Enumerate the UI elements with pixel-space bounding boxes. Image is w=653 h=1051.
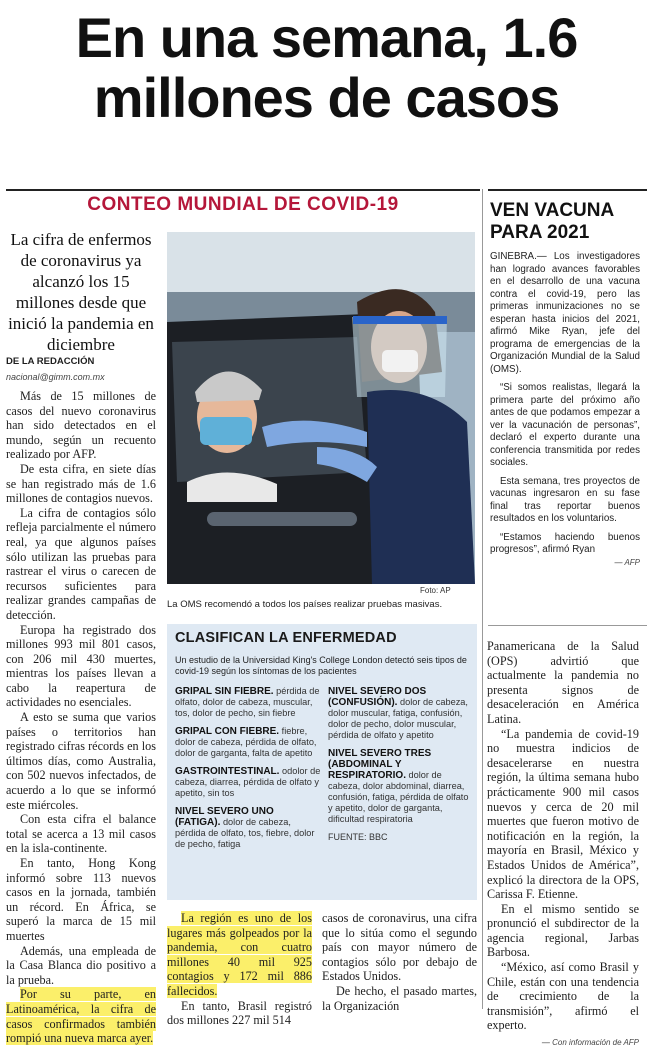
sidebar-body xyxy=(490,251,640,569)
photo-credit: Foto: AP xyxy=(420,586,451,595)
column-divider xyxy=(482,189,483,1009)
paragraph: Europa ha registrado dos millones 993 mil 801 casos, con 206 mil 430 muertes, mientras los países llevan a cabo la reapertura de actividades no esenciales. xyxy=(6,622,156,710)
box-source: FUENTE: BBC xyxy=(328,832,388,842)
article-column-4 xyxy=(487,639,639,1051)
paragraph: De hecho, el pasado martes, la Organización xyxy=(322,983,477,1013)
category-item: NIVEL SEVERO DOS (CONFUSIÓN). dolor de cabeza, dolor muscular, fatiga, confusión, dolor de pecho, dolor muscular, pérdida de olfato y apetito xyxy=(328,686,468,740)
news-photo xyxy=(167,232,475,584)
paragraph: De esta cifra, en siete días se han registrado más de 1.6 millones de contagios nuevos. xyxy=(6,461,156,506)
photo-caption: La OMS recomendó a todos los países realizar pruebas masivas. xyxy=(167,599,443,610)
sidebar-bottom-rule xyxy=(488,625,647,626)
box-column-right xyxy=(328,686,470,843)
sidebar-rule xyxy=(488,189,647,191)
category-item: NIVEL SEVERO UNO (FATIGA). dolor de cabeza, pérdida de olfato, tos, fiebre, dolor de pecho, fatiga xyxy=(175,806,315,849)
article-column-2 xyxy=(167,911,312,1028)
box-intro: Un estudio de la Universidad King's College London detectó seis tipos de covid-19 según los síntomas de los pacientes xyxy=(175,655,467,676)
photo-illustration xyxy=(167,232,475,584)
highlighted-paragraph xyxy=(167,911,312,999)
paragraph: Esta semana, tres proyectos de vacunas ingresaron en su fase final tras reportar buenos resultados en los voluntarios. xyxy=(490,475,640,524)
highlight: Por su parte, en Latinoamérica, la cifra de casos confirmados también rompió una nueva marca ayer. xyxy=(6,987,156,1046)
sidebar-title: VEN VACUNA PARA 2021 xyxy=(490,200,614,243)
highlight: La región es uno de los lugares más golpeados por la pandemia, con cuatro millones 40 mil 925 contagios y 172 mil 886 fallecidos. xyxy=(167,911,312,998)
paragraph: “Estamos haciendo buenos progresos”, afirmó Ryan xyxy=(490,531,640,555)
paragraph: Además, una empleada de la Casa Blanca dio positivo a la prueba. xyxy=(6,943,156,987)
paragraph: casos de coronavirus, una cifra que lo sitúa como el segundo país con mayor número de contagios sólo por debajo de Estados Unidos. xyxy=(322,911,477,984)
paragraph: “La pandemia de covid-19 no muestra indicios de desacelerarse en nuestra región, la última semana hubo prácticamente 900 mil casos nuevos y cerca de 20 mil muertes que fueron motivo de notificación en la región, la mayoría en Brasil, México y Estados Unidos de América”, explicó la directora de la OPS, Carissa F. Etienne. xyxy=(487,726,639,902)
box-title: CLASIFICAN LA ENFERMEDAD xyxy=(175,630,397,646)
headline xyxy=(0,8,653,128)
article-signature: — Con información de AFP xyxy=(541,1038,639,1048)
paragraph: GINEBRA.— Los investigadores han logrado avances favorables en el desarrollo de una vacuna contra el covid-19, pero las primeras inmunizaciones no se esperan hasta inicios del 2021, afirmó Mike Ryan, jefe del programa de emergencias de la Organización Mundial de la Salud (OMS). xyxy=(490,251,640,375)
paragraph: “Si somos realistas, llegará la primera parte del próximo año antes de que podamos empezar a ver la vacunación de personas”, declaró el experto durante una conferencia transmitida por redes sociales. xyxy=(490,382,640,468)
paragraph: “México, así como Brasil y Chile, están con una tendencia de crecimiento de la transmisión”, afirmó el experto. xyxy=(487,960,639,1033)
headline-line-2: millones de casos xyxy=(93,66,560,129)
article-column-3 xyxy=(322,911,477,1013)
paragraph: En el mismo sentido se pronunció el subdirector de la agencia regional, Jarbas Barbosa. xyxy=(487,901,639,960)
lede: La cifra de enfermos de coronavirus ya alcanzó los 15 millones desde que inició la pandemia en diciembre xyxy=(8,230,154,354)
paragraph: En tanto, Hong Kong informó sobre 113 nuevos casos en la jornada, también un récord. En África, se superó la marca de 15 mil muertes xyxy=(6,856,156,943)
article-column-1 xyxy=(6,389,156,1046)
category-item: GRIPAL SIN FIEBRE. pérdida de olfato, dolor de cabeza, muscular, tos, dolor de pecho, sin fiebre xyxy=(175,686,320,718)
category-item: NIVEL SEVERO TRES (ABDOMINAL Y RESPIRATORIO. dolor de cabeza, dolor abdominal, diarrea, confusión, fatiga, pérdida de olfato y apetito, dolor de garganta, dificultad respiratoria xyxy=(328,748,469,824)
paragraph: La cifra de contagios sólo refleja parcialmente el número real, ya que algunos países sólo utilizan las pruebas para rastrear el virus o carecen de recursos suficientes para realizar grandes campañas de detección. xyxy=(6,505,156,622)
section-rule xyxy=(6,189,480,191)
section-label: CONTEO MUNDIAL DE COVID-19 xyxy=(87,194,399,215)
paragraph: A esto se suma que varios países o territorios han registrado cifras récords en los últimos días, como Australia, con 502 nuevos infectados, de acuerdo a lo que se informó este miércoles. xyxy=(6,710,156,812)
sidebar-signature: — AFP xyxy=(614,557,640,567)
category-item: GASTROINTESTINAL. odolor de cabeza, diarrea, pérdida de olfato y apetito, sin tos xyxy=(175,766,321,798)
headline-line-1: En una semana, 1.6 xyxy=(75,6,578,69)
paragraph: Más de 15 millones de casos del nuevo coronavirus han sido detectados en el mundo, según un recuento realizado por AFP. xyxy=(6,389,156,462)
category-item: GRIPAL CON FIEBRE. fiebre, dolor de cabeza, pérdida de olfato, dolor de garganta, falta de apetito xyxy=(175,726,317,758)
author-email: nacional@gimm.com.mx xyxy=(6,372,105,382)
byline: DE LA REDACCIÓN xyxy=(6,356,95,367)
paragraph: Panamericana de la Salud (OPS) advirtió que actualmente la pandemia no presenta signos de desaceleración en América Latina. xyxy=(487,639,639,726)
box-column-left xyxy=(175,686,321,857)
highlighted-paragraph xyxy=(6,987,156,1045)
paragraph: Con esta cifra el balance total se acerca a 13 mil casos en la isla-continente. xyxy=(6,812,156,856)
paragraph: En tanto, Brasil registró dos millones 227 mil 514 xyxy=(167,998,312,1028)
